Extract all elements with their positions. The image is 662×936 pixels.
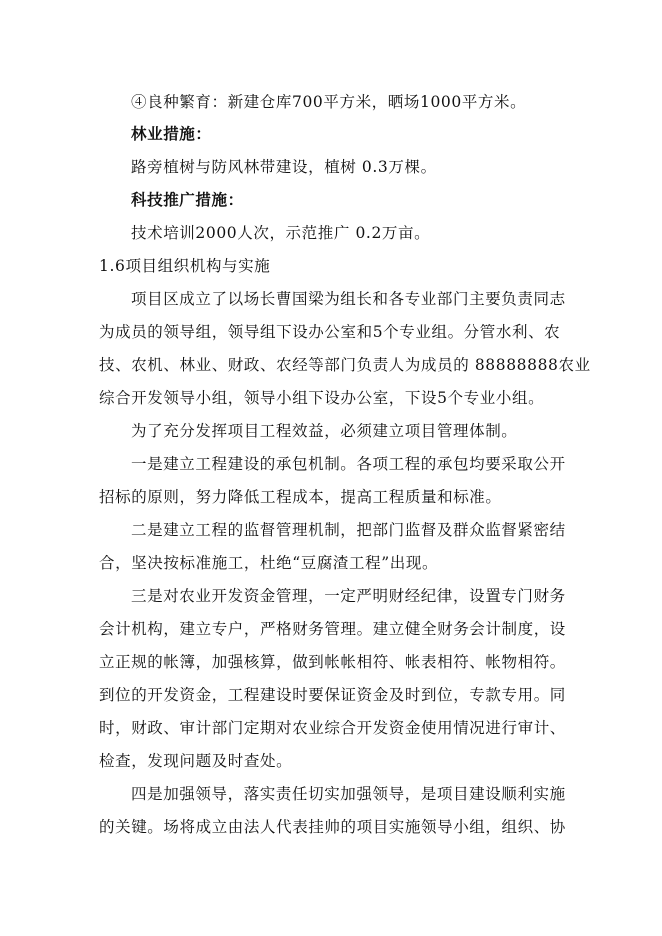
paragraph-line: 二是建立工程的监督管理机制，把部门监督及群众监督紧密结 <box>131 521 566 539</box>
text-line-forestry: 路旁植树与防风林带建设，植树 0.3万棵。 <box>131 158 437 176</box>
paragraph-line: 招标的原则，努力降低工程成本，提高工程质量和标准。 <box>99 488 502 506</box>
section-heading-1-6: 1.6项目组织机构与实施 <box>99 257 271 275</box>
paragraph-line: 综合开发领导小组，领导小组下设办公室，下设5个专业小组。 <box>99 389 545 407</box>
paragraph-line: 四是加强领导，落实责任切实加强领导，是项目建设顺利实施 <box>131 785 566 803</box>
paragraph-line: 会计机构，建立专户，严格财务管理。建立健全财务会计制度，设 <box>99 620 566 638</box>
paragraph-line: 时，财政、审计部门定期对农业综合开发资金使用情况进行审计、 <box>99 719 566 737</box>
paragraph-line: 立正规的帐簿，加强核算，做到帐帐相符、帐表相符、帐物相符。 <box>99 653 566 671</box>
heading-forestry-measures: 林业措施： <box>131 125 212 143</box>
paragraph-line: 为成员的领导组，领导组下设办公室和5个专业组。分管水利、农 <box>99 323 561 341</box>
paragraph-line: 项目区成立了以场长曹国梁为组长和各专业部门主要负责同志 <box>131 290 566 308</box>
paragraph-line: 技、农机、林业、财政、农经等部门负责人为成员的 88888888农业 <box>99 356 591 374</box>
text-line-seed-breeding: ④良种繁育：新建仓库700平方米，晒场1000平方米。 <box>131 93 527 111</box>
paragraph-line: 到位的开发资金，工程建设时要保证资金及时到位，专款专用。同 <box>99 686 566 704</box>
heading-tech-promotion: 科技推广措施： <box>131 191 244 209</box>
paragraph-line: 一是建立工程建设的承包机制。各项工程的承包均要采取公开 <box>131 455 566 473</box>
paragraph-line: 合，坚决按标准施工，杜绝“豆腐渣工程”出现。 <box>99 554 439 572</box>
paragraph-line: 检查，发现问题及时查处。 <box>99 752 293 770</box>
paragraph-line: 三是对农业开发资金管理，一定严明财经纪律，设置专门财务 <box>131 587 566 605</box>
paragraph-line: 的关键。场将成立由法人代表挂帅的项目实施领导小组，组织、协 <box>99 818 566 836</box>
text-line-tech-training: 技术培训2000人次，示范推广 0.2万亩。 <box>131 224 431 242</box>
paragraph-line: 为了充分发挥项目工程效益，必须建立项目管理体制。 <box>131 422 518 440</box>
